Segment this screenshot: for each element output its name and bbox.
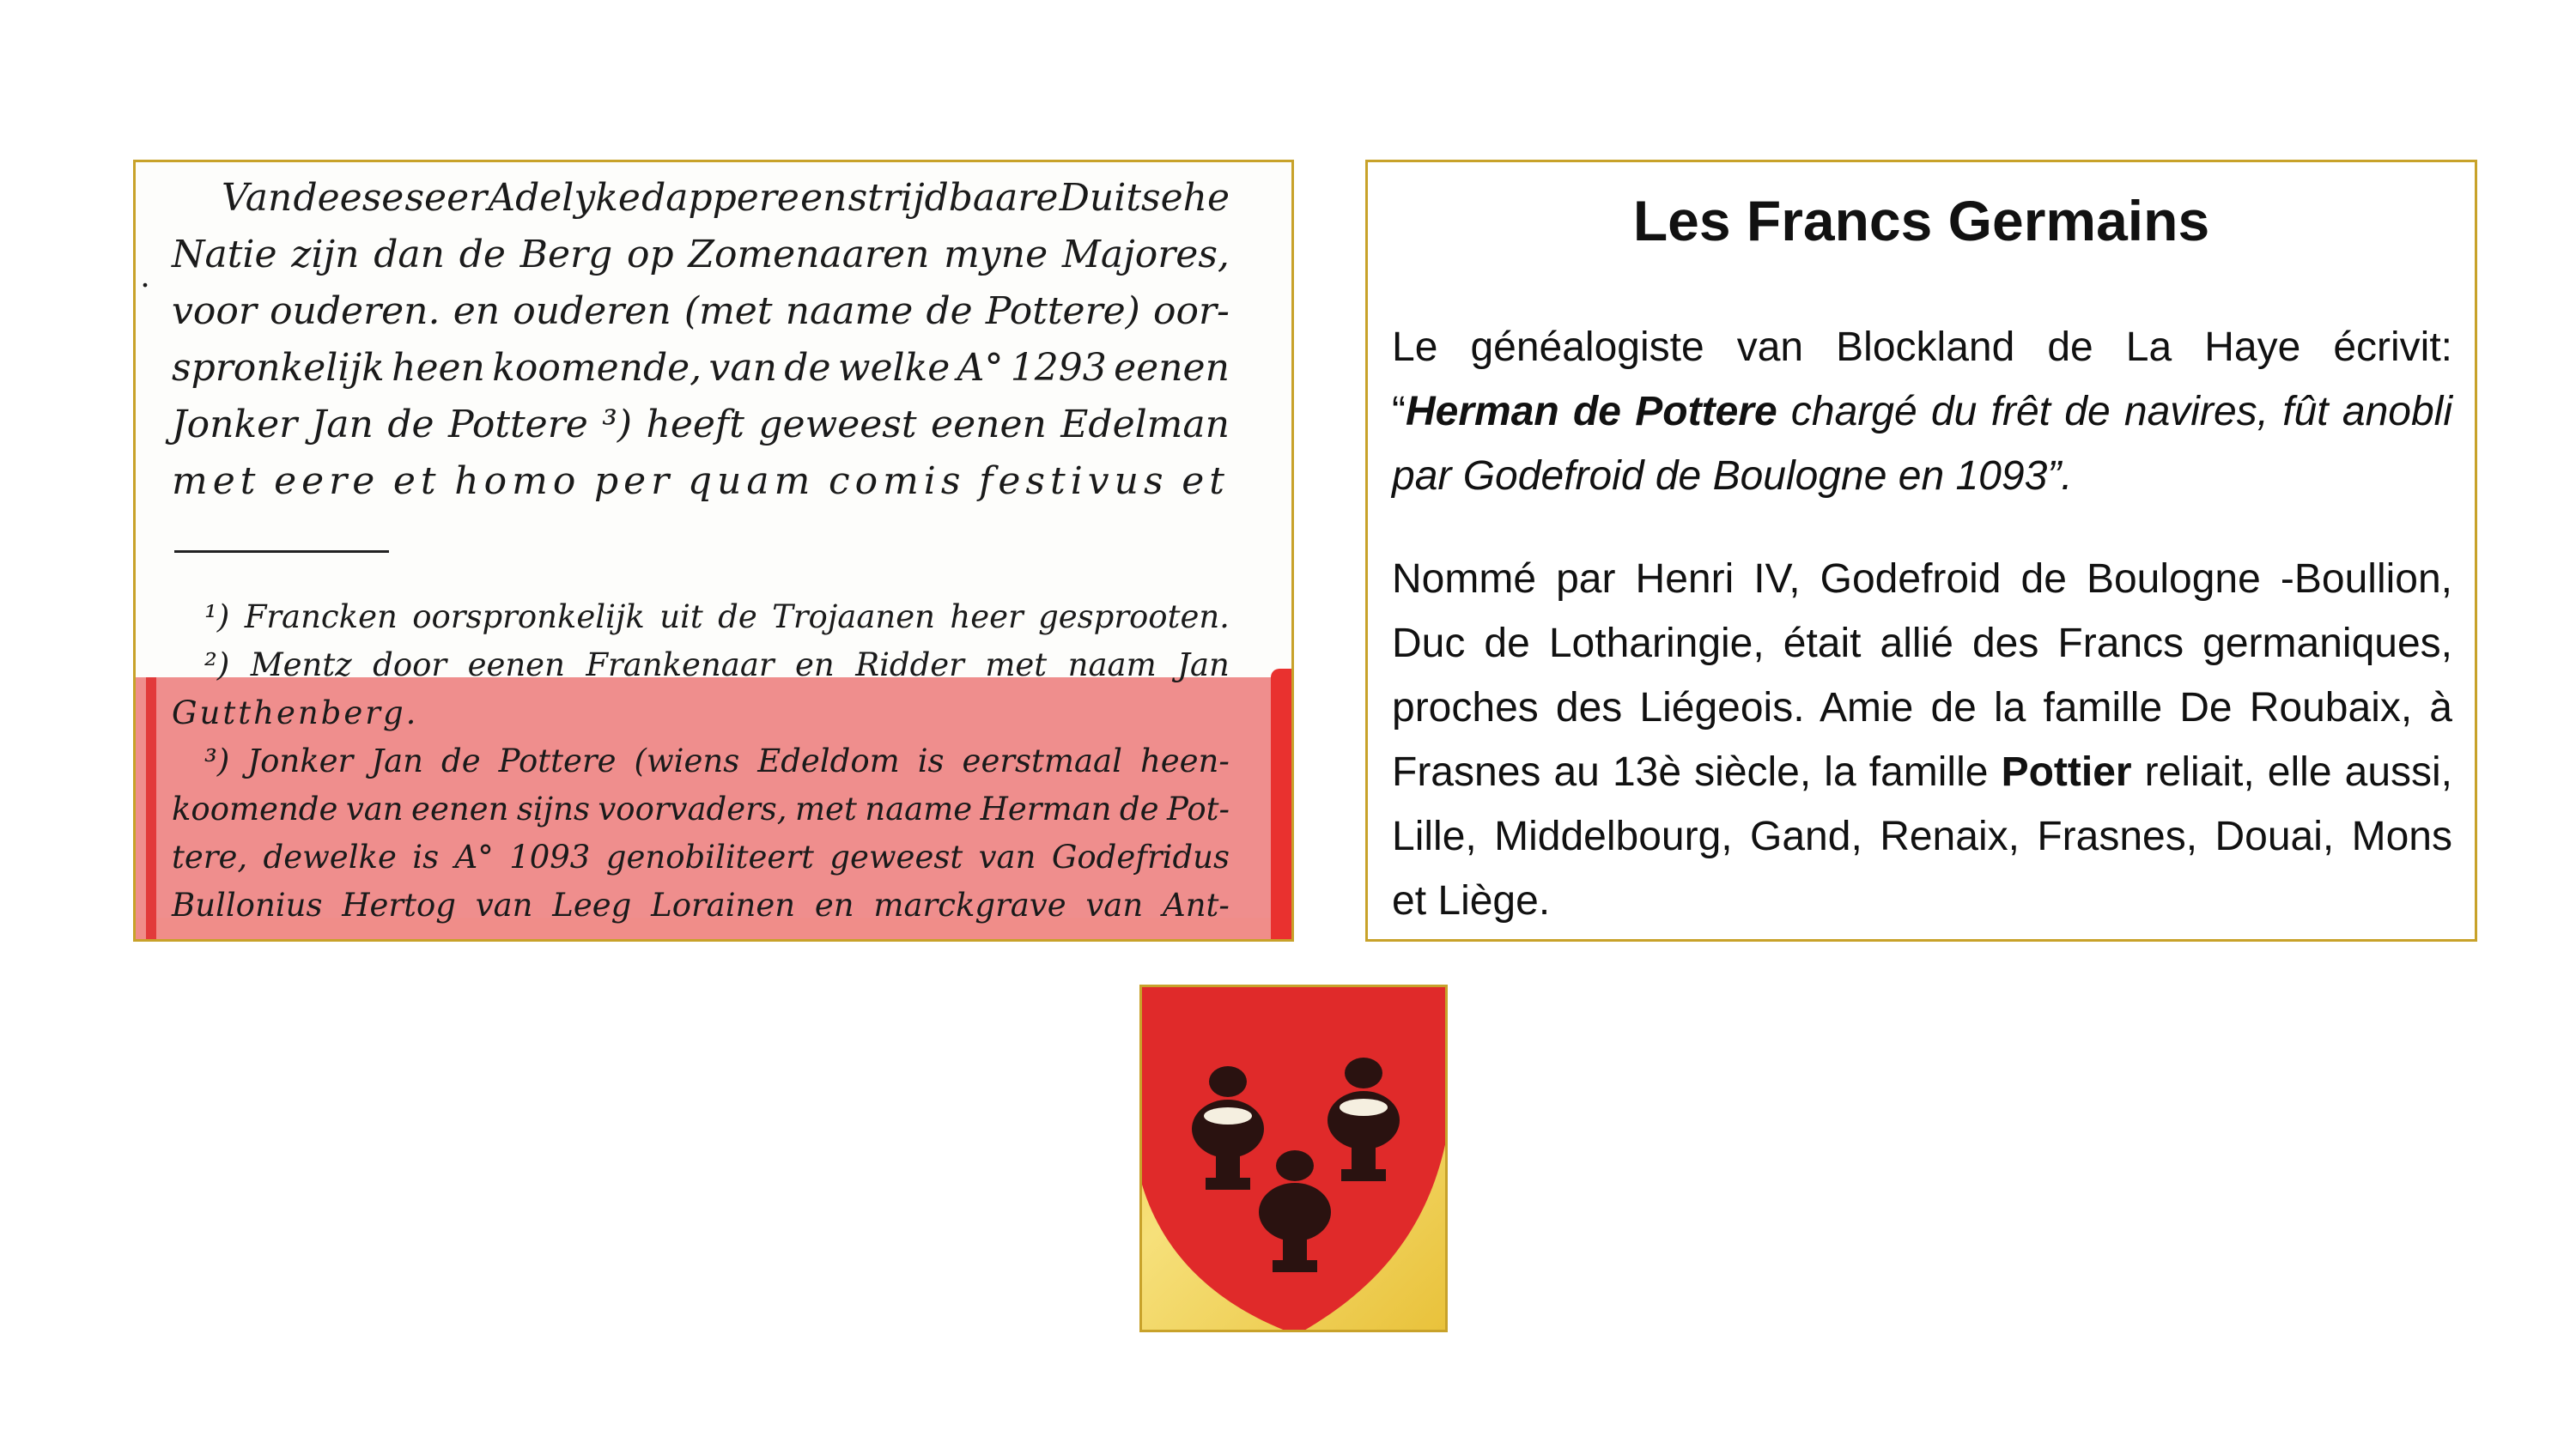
footnote-word: Bullonius xyxy=(172,887,323,924)
scan-word: per xyxy=(593,459,675,503)
footnote-word: uit xyxy=(659,598,703,635)
footnote-word: de xyxy=(1119,791,1159,828)
footnote-word: Ridder xyxy=(855,646,964,683)
footnote-word: Jonker xyxy=(247,743,354,779)
scan-word: zijn xyxy=(291,233,360,276)
scan-word: myne xyxy=(944,233,1048,276)
footnote-word: tere, xyxy=(172,839,248,876)
footnote-word: eenen xyxy=(411,791,509,828)
footnote-word: Godefridus xyxy=(1051,839,1230,876)
scan-word: Van xyxy=(222,176,293,220)
footnote-word: A° xyxy=(454,839,494,876)
footnote-line xyxy=(172,691,1230,736)
footnote-word: ³) xyxy=(204,743,230,779)
scan-word: eere xyxy=(274,459,380,503)
footnote-word: eenen xyxy=(467,646,565,683)
footnote-word: heen- xyxy=(1139,743,1230,779)
scan-word: deese xyxy=(293,176,404,220)
scan-word: heen xyxy=(392,346,485,390)
footnote-word: door xyxy=(373,646,447,683)
footnote-word: Pot- xyxy=(1166,791,1230,828)
footnote-word: marckgrave xyxy=(873,887,1066,924)
footnote-word: Jan xyxy=(371,743,423,779)
scan-word: 1293 xyxy=(1010,346,1107,390)
scan-word: voor xyxy=(172,289,257,333)
footnote-rule xyxy=(174,550,389,553)
footnote-line xyxy=(172,835,1230,880)
scan-word: en xyxy=(453,289,501,333)
scan-word: op xyxy=(626,233,674,276)
scan-word: Zomenaaren xyxy=(688,233,930,276)
footnote-word: Jan xyxy=(1177,646,1230,683)
footnote-word: de xyxy=(718,598,757,635)
footnote-word: is xyxy=(412,839,440,876)
footnote-word: is xyxy=(917,743,945,779)
footnote-word: naam xyxy=(1067,646,1157,683)
footnote-word: sijns xyxy=(516,791,590,828)
footnote-word: met xyxy=(985,646,1048,683)
footnote-word: Hertog xyxy=(342,887,456,924)
footnote-word: Edeldom xyxy=(757,743,900,779)
footnote-word: Herman xyxy=(980,791,1112,828)
scan-word: de xyxy=(926,289,973,333)
scan-word: met xyxy=(172,459,261,503)
paragraph-genealogist xyxy=(1392,315,2452,508)
scan-word: Adelyke xyxy=(488,176,641,220)
footnote-word: voorvaders, xyxy=(598,791,787,828)
scan-word: seer xyxy=(404,176,488,220)
footnote-word: koomende xyxy=(172,791,338,828)
footnote-word: Frankenaar xyxy=(586,646,775,683)
p2-cities: reliait, elle aussi, Lille, Middelbourg, Gand, Renaix, Frasnes, Douai, Mons et Liège. xyxy=(1392,749,2453,924)
scan-word: Duitsehe xyxy=(1059,176,1230,220)
footnote-word: Lorainen xyxy=(651,887,796,924)
scan-word: heeft xyxy=(646,403,744,446)
scan-word: et xyxy=(1182,459,1230,503)
footnote-line xyxy=(172,883,1230,928)
scan-word: naame xyxy=(785,289,914,333)
footnote-word: naame xyxy=(865,791,973,828)
scan-line xyxy=(172,286,1230,337)
info-panel xyxy=(1365,160,2477,942)
footnote-word: gesprooten. xyxy=(1038,598,1230,635)
footnote-word: van xyxy=(978,839,1036,876)
scan-word: eenen xyxy=(931,403,1047,446)
scan-word: Jonker xyxy=(172,403,298,446)
footnote-word: geweest xyxy=(829,839,963,876)
p1-intro: Le généalogiste van Blockland de La Haye écrivit: “ xyxy=(1392,324,2452,434)
scan-line xyxy=(172,229,1230,281)
margin-mark: . xyxy=(141,256,149,294)
scan-word: Edelman xyxy=(1060,403,1230,446)
footnote-word: Trojaanen xyxy=(772,598,935,635)
scan-word: Berg xyxy=(519,233,613,276)
scan-word: Jan xyxy=(311,403,374,446)
scan-word: de xyxy=(387,403,434,446)
p1-name: Herman de Pottere xyxy=(1405,389,1777,434)
footnote-line xyxy=(204,643,1230,688)
footnote-word: Mentz xyxy=(250,646,352,683)
scan-word: Natie xyxy=(172,233,277,276)
scan-word: spronkelijk xyxy=(172,346,385,390)
footnote-word: ²) xyxy=(204,646,230,683)
scan-word: de xyxy=(459,233,506,276)
scan-word: ouderen xyxy=(513,289,671,333)
p1-quote: chargé du frêt de navires, fût anobli par Godefroid de Boulogne en 1093”. xyxy=(1392,389,2453,499)
footnote-word: van xyxy=(475,887,533,924)
scan-word: festivus xyxy=(979,459,1169,503)
footnote-word: Ant- xyxy=(1162,887,1230,924)
scan-word: en xyxy=(800,176,848,220)
scan-word: strijdbaare xyxy=(848,176,1059,220)
footnote-word: en xyxy=(795,646,835,683)
scan-word: Pottere) xyxy=(985,289,1140,333)
heraldic-shield-icon xyxy=(1142,987,1448,1332)
scan-line xyxy=(172,399,1230,451)
scan-line xyxy=(172,173,1230,224)
scan-word: homo xyxy=(454,459,581,503)
scan-word: comis xyxy=(828,459,966,503)
footnote-line xyxy=(204,595,1230,640)
paragraph-godefroid xyxy=(1392,547,2452,933)
scan-word: dappere xyxy=(641,176,799,220)
footnote-word: ¹) xyxy=(204,598,230,635)
scan-word: Majores, xyxy=(1061,233,1230,276)
panel-title: Les Francs Germains xyxy=(1632,189,2210,252)
coat-of-arms-image xyxy=(1139,985,1448,1332)
highlight-edge-right xyxy=(1271,669,1291,942)
scan-word: dan xyxy=(374,233,445,276)
footnote-word: genobiliteert xyxy=(605,839,814,876)
scan-word: quam xyxy=(687,459,816,503)
scan-word: geweest xyxy=(758,403,917,446)
scan-word: et xyxy=(392,459,441,503)
footnote-word: eerstmaal xyxy=(962,743,1122,779)
footnote-line xyxy=(172,787,1230,832)
footnote-word: heer xyxy=(950,598,1024,635)
footnote-word: de xyxy=(441,743,481,779)
scan-word: koomende, xyxy=(492,346,702,390)
footnote-word: van xyxy=(1085,887,1144,924)
scan-line xyxy=(172,343,1230,394)
footnote-word: dewelke xyxy=(263,839,397,876)
scan-word: A° xyxy=(957,346,1004,390)
p2-text: Nommé par Henri IV, Godefroid de Boulogne -Boullion, Duc de Lotharingie, était allié des Francs germaniques, proches des Liégeois. Amie de la famille De Roubaix, à Frasnes au 13è siècle, la famille xyxy=(1392,556,2452,795)
scan-word: van xyxy=(708,346,777,390)
footnote-word: 1093 xyxy=(509,839,591,876)
footnote-word: Pottere xyxy=(498,743,617,779)
scanned-excerpt xyxy=(133,160,1294,942)
scan-word: (met xyxy=(683,289,773,333)
footnote-line xyxy=(204,739,1230,784)
scan-word: eenen xyxy=(1114,346,1230,390)
footnote-word: met xyxy=(794,791,857,828)
scan-word: Pottere xyxy=(448,403,588,446)
scan-word: ³) xyxy=(602,403,633,446)
scan-word: welke xyxy=(837,346,951,390)
footnote-word: Francken xyxy=(244,598,398,635)
footnote-word: (wiens xyxy=(634,743,740,779)
footnote-word: van xyxy=(345,791,404,828)
footnote-word: Gutthenberg. xyxy=(172,694,419,731)
scan-line xyxy=(172,456,1230,507)
highlight-edge-left xyxy=(146,677,156,942)
scan-word: de xyxy=(784,346,831,390)
scan-word: ouderen. xyxy=(270,289,440,333)
scan-word: oor- xyxy=(1153,289,1230,333)
footnote-word: oorspronkelijk xyxy=(412,598,645,635)
p2-family-name: Pottier xyxy=(2001,749,2132,795)
footnote-word: en xyxy=(814,887,854,924)
footnote-word: Leeg xyxy=(552,887,632,924)
